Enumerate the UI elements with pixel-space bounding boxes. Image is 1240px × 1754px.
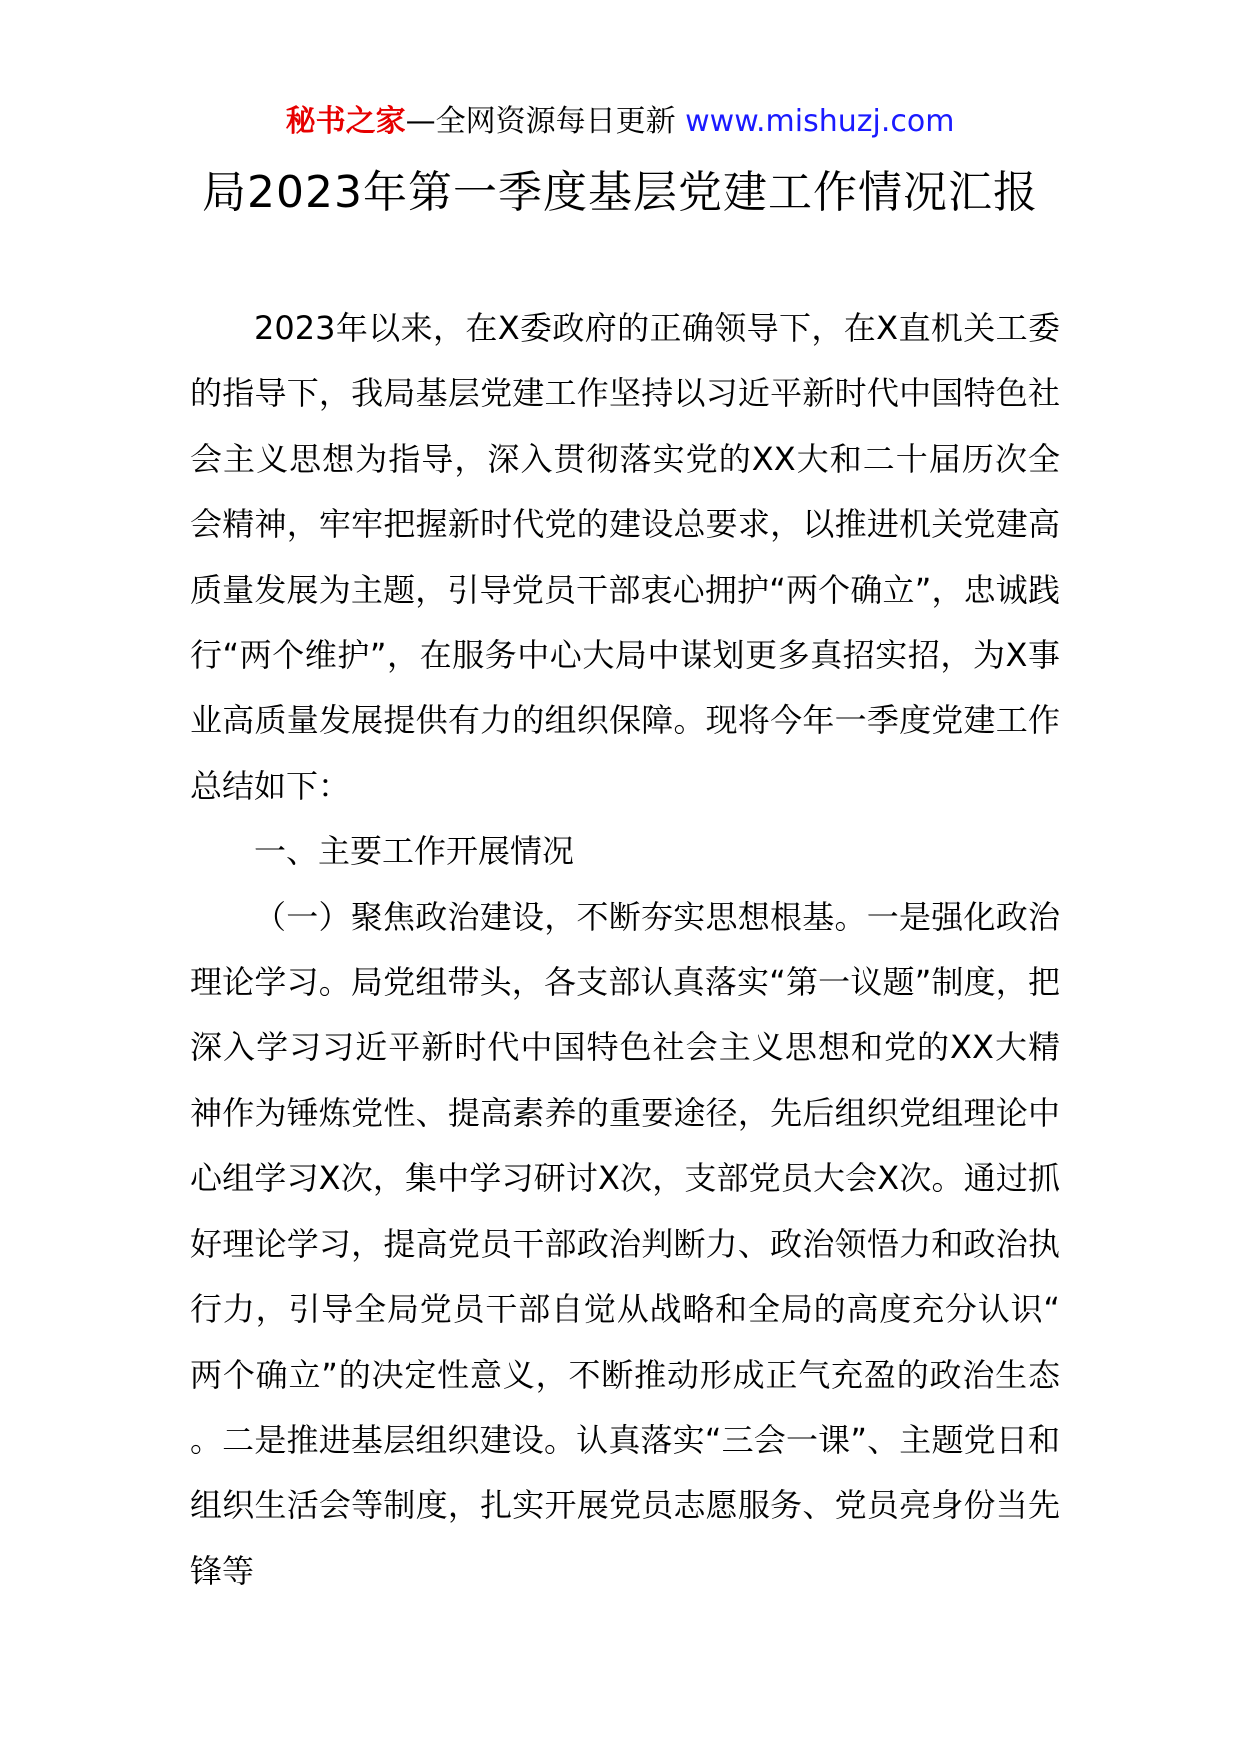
site-tagline: —全网资源每日更新 bbox=[405, 104, 676, 139]
intro-paragraph: 2023年以来，在X委政府的正确领导下，在X直机关工委的指导下，我局基层党建工作坚持以习近平新时代中国特色社会主义思想为指导，深入贯彻落实党的XX大和二十届历次全会精神，牢牢把握新时代党的建设总要求，以推进机关党建高质量发展为主题，引导党员干部衷心拥护“两个确立”，忠诚践行“两个维护”，在服务中心大局中谋划更多真招实招，为X事业高质量发展提供有力的组织保障。现将今年一季度党建工作总结如下： bbox=[190, 309, 1060, 805]
site-header bbox=[0, 100, 1240, 144]
site-url-link[interactable]: www.mishuzj.com bbox=[685, 104, 955, 139]
section-paragraph: （一）聚焦政治建设，不断夯实思想根基。一是强化政治理论学习。局党组带头，各支部认真落实“第一议题”制度，把深入学习习近平新时代中国特色社会主义思想和党的XX大精神作为锤炼党性、提高素养的重要途径，先后组织党组理论中心组学习X次，集中学习研讨X次，支部党员大会X次。通过抓好理论学习，提高党员干部政治判断力、政治领悟力和政治执行力，引导全局党员干部自觉从战略和全局的高度充分认识“两个确立”的决定性意义，不断推动形成正气充盈的政治生态。二是推进基层组织建设。认真落实“三会一课”、主题党日和组织生活会等制度，扎实开展党员志愿服务、党员亮身份当先锋等 bbox=[190, 897, 1060, 1590]
document-body bbox=[190, 296, 1060, 1604]
site-name: 秘书之家 bbox=[285, 104, 406, 139]
document-title: 局2023年第一季度基层党建工作情况汇报 bbox=[202, 167, 1038, 218]
section-heading: 一、主要工作开展情况 bbox=[254, 832, 575, 871]
